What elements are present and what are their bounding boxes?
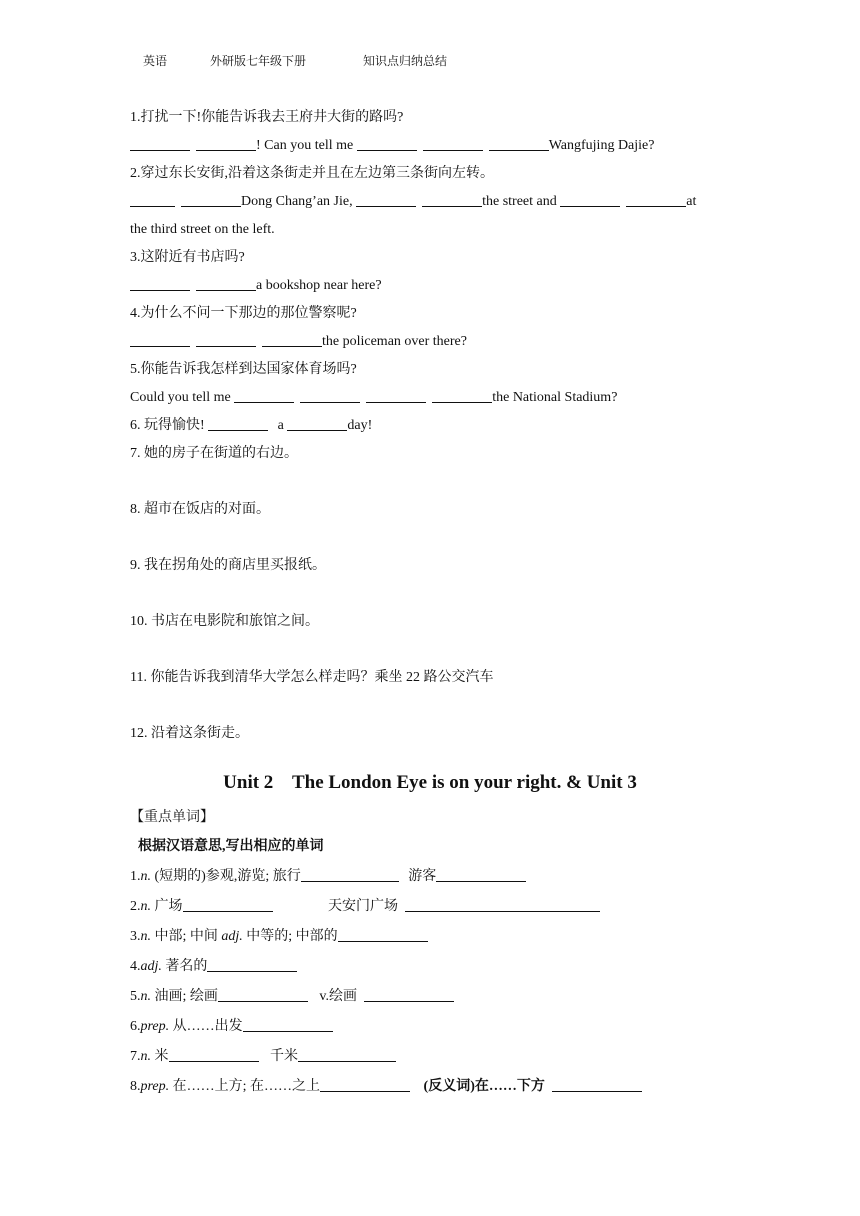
vocab-item: 3.n. 中部; 中间 adj. 中等的; 中部的 (130, 922, 750, 952)
fill-blank[interactable] (320, 1076, 410, 1092)
answer-line-continued: the third street on the left. (130, 222, 275, 237)
fill-blank[interactable] (243, 1016, 333, 1032)
translation-exercises (130, 104, 740, 748)
question-prompt: 1.打扰一下!你能告诉我去王府井大街的路吗? (130, 110, 404, 125)
answer-line: Dong Chang’an Jie, the street and at (130, 188, 740, 216)
fill-blank[interactable] (218, 986, 308, 1002)
fill-blank[interactable] (130, 135, 190, 151)
vocab-item: 7.n. 米 千米 (130, 1042, 750, 1072)
fill-blank[interactable] (208, 415, 268, 431)
question-prompt: 4.为什么不问一下那边的那位警察呢? (130, 306, 357, 321)
question-prompt: 8. 超市在饭店的对面。 (130, 502, 270, 517)
question-prompt: 5.你能告诉我怎样到达国家体育场吗? (130, 362, 357, 377)
fill-blank[interactable] (298, 1046, 396, 1062)
question-prompt: 7. 她的房子在街道的右边。 (130, 446, 298, 461)
fill-blank[interactable] (130, 191, 175, 207)
page-header (143, 52, 447, 69)
fill-blank[interactable] (130, 331, 190, 347)
fill-blank[interactable] (207, 956, 297, 972)
answer-line: Could you tell me the National Stadium? (130, 384, 740, 412)
header-type: 知识点归纳总结 (363, 54, 448, 68)
vocab-instruction: 根据汉语意思,写出相应的单词 (138, 839, 324, 854)
vocab-item: 1.n. (短期的)参观,游览; 旅行 游客 (130, 862, 750, 892)
fill-blank[interactable] (423, 135, 483, 151)
question-prompt: 9. 我在拐角处的商店里买报纸。 (130, 558, 326, 573)
fill-blank[interactable] (169, 1046, 259, 1062)
answer-line: a bookshop near here? (130, 272, 740, 300)
vocab-heading: 【重点单词】 (130, 810, 214, 825)
question-prompt: 11. 你能告诉我到清华大学怎么样走吗？乘坐 22 路公交汽车 (130, 670, 494, 685)
fill-blank[interactable] (338, 926, 428, 942)
fill-blank[interactable] (130, 275, 190, 291)
question-prompt: 2.穿过东长安街,沿着这条街走并且在左边第三条街向左转。 (130, 166, 494, 181)
fill-blank[interactable] (405, 896, 600, 912)
vocab-item: 6.prep. 从……出发 (130, 1012, 750, 1042)
fill-blank[interactable] (181, 191, 241, 207)
fill-blank[interactable] (560, 191, 620, 207)
answer-line: ! Can you tell me Wangfujing Dajie? (130, 132, 740, 160)
answer-line: 6. 玩得愉快! a day! (130, 412, 740, 440)
fill-blank[interactable] (364, 986, 454, 1002)
fill-blank[interactable] (183, 896, 273, 912)
vocab-item: 8.prep. 在……上方; 在……之上 (反义词)在……下方 (130, 1072, 750, 1102)
fill-blank[interactable] (262, 331, 322, 347)
header-book: 外研版七年级下册 (210, 54, 307, 68)
vocab-item: 4.adj. 著名的 (130, 952, 750, 982)
fill-blank[interactable] (432, 387, 492, 403)
fill-blank[interactable] (234, 387, 294, 403)
fill-blank[interactable] (366, 387, 426, 403)
fill-blank[interactable] (552, 1076, 642, 1092)
vocab-item: 2.n. 广场 天安门广场 (130, 892, 750, 922)
fill-blank[interactable] (301, 866, 399, 882)
answer-line: the policeman over there? (130, 328, 740, 356)
fill-blank[interactable] (356, 191, 416, 207)
fill-blank[interactable] (196, 331, 256, 347)
fill-blank[interactable] (489, 135, 549, 151)
question-prompt: 3.这附近有书店吗? (130, 250, 245, 265)
question-prompt: 12. 沿着这条街走。 (130, 726, 249, 741)
fill-blank[interactable] (287, 415, 347, 431)
fill-blank[interactable] (300, 387, 360, 403)
vocab-item: 5.n. 油画; 绘画 v.绘画 (130, 982, 750, 1012)
fill-blank[interactable] (196, 275, 256, 291)
fill-blank[interactable] (422, 191, 482, 207)
header-subject: 英语 (143, 54, 168, 68)
question-prompt: 10. 书店在电影院和旅馆之间。 (130, 614, 319, 629)
fill-blank[interactable] (357, 135, 417, 151)
fill-blank[interactable] (626, 191, 686, 207)
fill-blank[interactable] (196, 135, 256, 151)
vocabulary-section (130, 803, 750, 1102)
unit-title: Unit 2 The London Eye is on your right. & Unit 3 (223, 772, 637, 793)
fill-blank[interactable] (436, 866, 526, 882)
